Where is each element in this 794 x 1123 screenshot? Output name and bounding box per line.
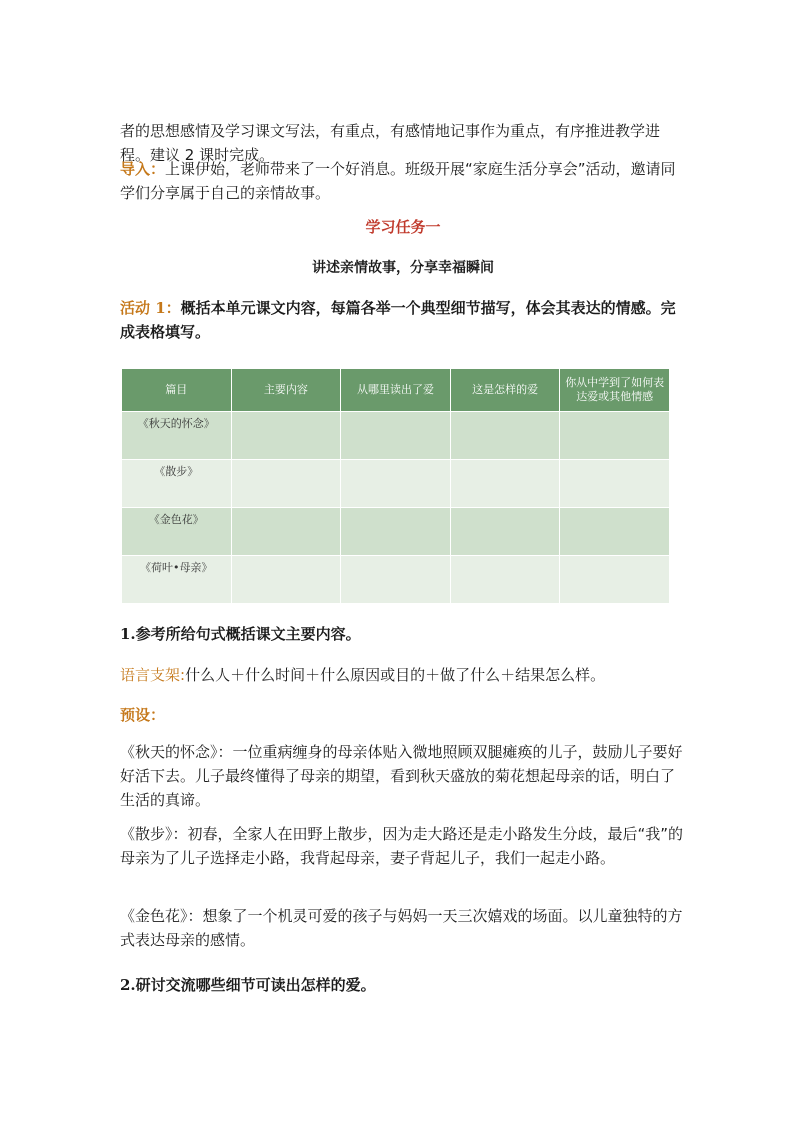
answer-autumn: 《秋天的怀念》：一位重病缠身的母亲体贴入微地照顾双腿瘫痪的儿子，鼓励儿子要好好活下去。儿子最终懂得了母亲的期望，看到秋天盛放的菊花想起母亲的话，明白了生活的真谛。	[120, 743, 683, 809]
table-cell: 《荷叶•母亲》	[122, 556, 232, 604]
table-cell	[231, 412, 341, 460]
task-title: 学习任务一	[365, 218, 441, 236]
lead-label: 导入：	[120, 160, 166, 178]
table-cell	[560, 508, 670, 556]
table-cell	[450, 460, 560, 508]
lead-text: 上课伊始，老师带来了一个好消息。班级开展“家庭生活分享会”活动，邀请同学们分享属于自己的亲情故事。	[120, 160, 676, 202]
table-cell	[341, 412, 451, 460]
table-header-row	[122, 369, 670, 412]
table-cell	[560, 556, 670, 604]
table-cell: 《散步》	[122, 460, 232, 508]
answer-golden-flower: 《金色花》：想象了一个机灵可爱的孩子与妈妈一天三次嬉戏的场面。以儿童独特的方式表达母亲的感情。	[120, 907, 683, 949]
table-cell: 《金色花》	[122, 508, 232, 556]
table-row	[122, 460, 670, 508]
table-cell	[450, 412, 560, 460]
task-subtitle: 讲述亲情故事，分享幸福瞬间	[312, 260, 494, 276]
table-cell: 《秋天的怀念》	[122, 412, 232, 460]
q1-heading: 1.参考所给句式概括课文主要内容。	[120, 625, 361, 643]
header-what-learned: 你从中学到了如何表达爱或其他情感	[560, 369, 670, 412]
table-cell	[450, 508, 560, 556]
lead-paragraph	[120, 157, 686, 205]
header-where-love: 从哪里读出了爱	[341, 369, 451, 412]
frame-label: 语言支架:	[120, 666, 186, 684]
table-cell	[341, 508, 451, 556]
table-cell	[231, 460, 341, 508]
table-cell	[341, 460, 451, 508]
table-cell	[231, 556, 341, 604]
header-title: 篇目	[122, 369, 232, 412]
activity-paragraph	[120, 296, 686, 344]
q2-heading: 2.研讨交流哪些细节可读出怎样的爱。	[120, 976, 376, 994]
table-row	[122, 508, 670, 556]
table-cell	[560, 460, 670, 508]
table-row	[122, 556, 670, 604]
table-cell	[560, 412, 670, 460]
activity-text: 概括本单元课文内容，每篇各举一个典型细节描写，体会其表达的情感。完成表格填写。	[120, 299, 676, 341]
preset-label: 预设：	[120, 706, 166, 724]
table-cell	[450, 556, 560, 604]
table-row	[122, 412, 670, 460]
activity-label: 活动 1：	[120, 299, 181, 317]
intro-continuation: 者的思想感情及学习课文写法，有重点，有感情地记事作为重点，有序推进教学进程。建议 2 课时完成。	[120, 122, 661, 164]
header-what-love: 这是怎样的爱	[450, 369, 560, 412]
summary-table	[121, 368, 670, 604]
language-frame	[120, 663, 686, 687]
table-cell	[231, 508, 341, 556]
answer-walk: 《散步》：初春，全家人在田野上散步，因为走大路还是走小路发生分歧，最后“我”的母亲为了儿子选择走小路，我背起母亲，妻子背起儿子，我们一起走小路。	[120, 825, 684, 867]
frame-text: 什么人＋什么时间＋什么原因或目的＋做了什么＋结果怎么样。	[185, 666, 606, 684]
header-main-content: 主要内容	[231, 369, 341, 412]
table-cell	[341, 556, 451, 604]
